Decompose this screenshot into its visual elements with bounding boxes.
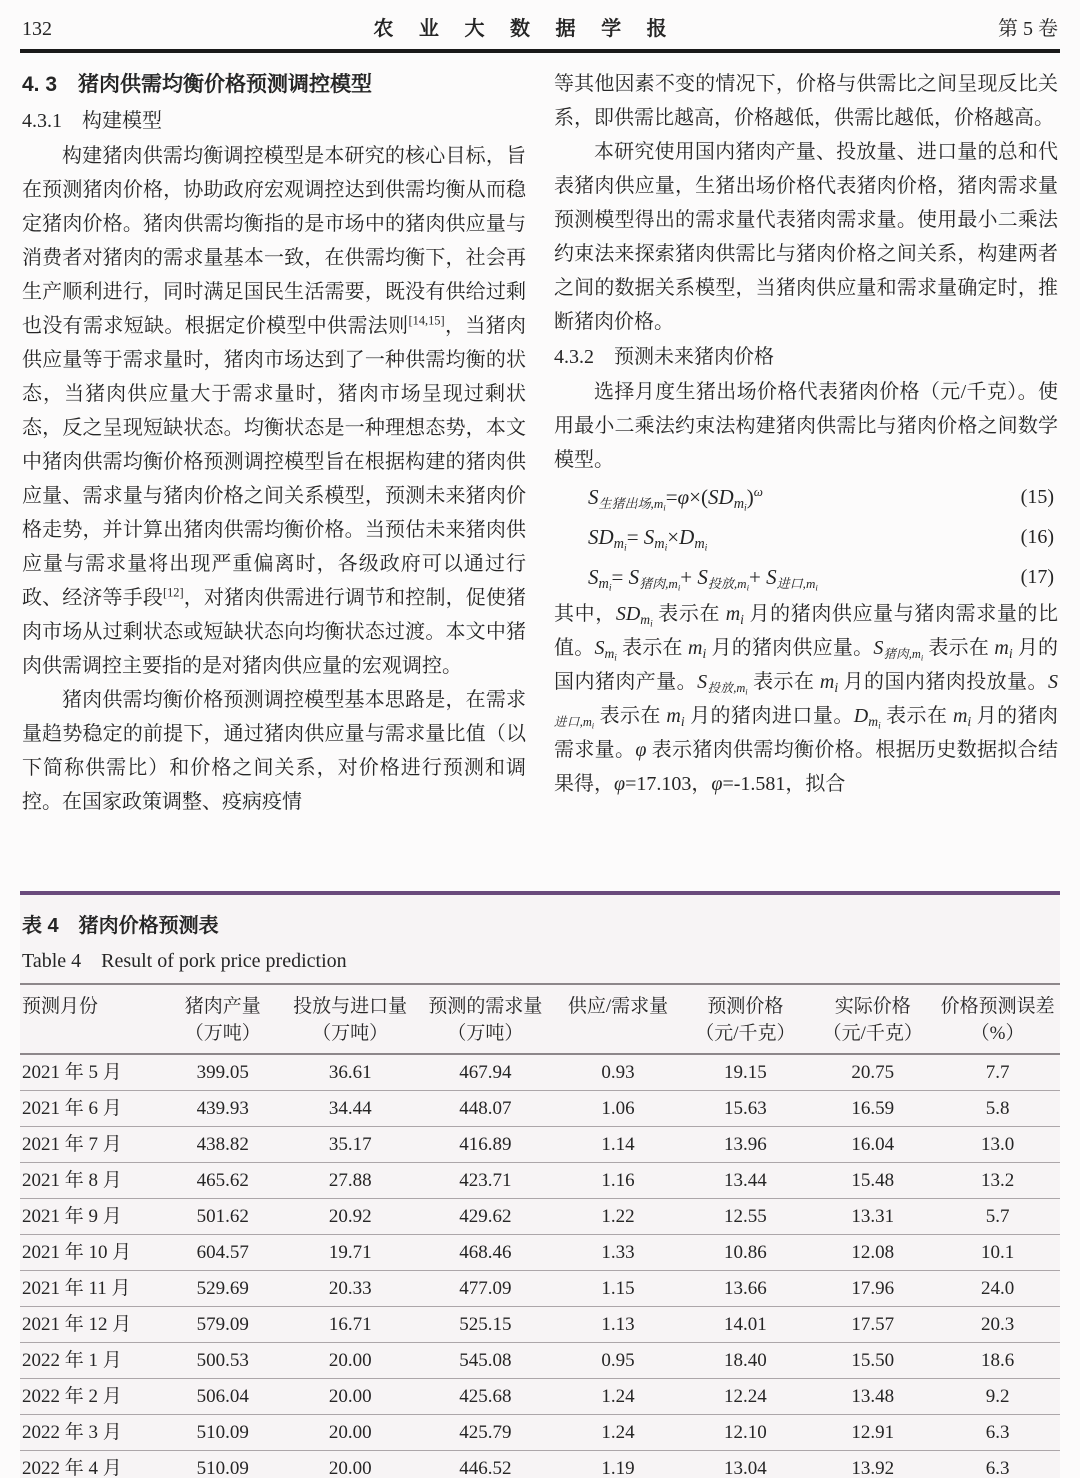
value-cell: 18.6 bbox=[935, 1343, 1060, 1379]
equation-15 bbox=[554, 477, 1058, 517]
month-cell: 2021 年 8 月 bbox=[20, 1163, 160, 1199]
table-row bbox=[20, 1271, 1060, 1307]
value-cell: 17.96 bbox=[810, 1271, 935, 1307]
value-cell: 16.71 bbox=[285, 1307, 415, 1343]
value-cell: 5.8 bbox=[935, 1091, 1060, 1127]
table-title-en: Table 4 Result of pork price prediction bbox=[22, 950, 347, 972]
value-cell: 13.04 bbox=[724, 1458, 767, 1478]
table-row bbox=[20, 1235, 1060, 1271]
page-number: 132 bbox=[22, 18, 52, 40]
equation-number: (15) bbox=[1020, 486, 1054, 508]
text-columns bbox=[0, 53, 1080, 881]
value-cell: 467.94 bbox=[415, 1054, 555, 1091]
value-cell: 20.3 bbox=[935, 1307, 1060, 1343]
value-cell: 20.75 bbox=[810, 1054, 935, 1091]
col-header-predicted-demand: 预测的需求量 （万吨） bbox=[415, 984, 555, 1054]
value-cell: 604.57 bbox=[160, 1235, 285, 1271]
value-cell: 24.0 bbox=[935, 1271, 1060, 1307]
value-cell: 20.33 bbox=[285, 1271, 415, 1307]
table-row bbox=[20, 1451, 1060, 1478]
journal-title: 农 业 大 数 据 学 报 bbox=[373, 18, 677, 40]
value-cell: 1.06 bbox=[556, 1091, 681, 1127]
month-cell: 2021 年 9 月 bbox=[20, 1199, 160, 1235]
value-cell: 20.00 bbox=[328, 1458, 372, 1478]
equation-16 bbox=[554, 517, 1058, 557]
table-body bbox=[20, 1054, 1060, 1478]
value-cell: 12.91 bbox=[810, 1415, 935, 1451]
value-cell: 501.62 bbox=[160, 1199, 285, 1235]
value-cell: 399.05 bbox=[160, 1054, 285, 1091]
value-cell: 425.68 bbox=[415, 1379, 555, 1415]
value-cell: 20.92 bbox=[285, 1199, 415, 1235]
right-column bbox=[554, 67, 1058, 881]
value-cell: 5.7 bbox=[935, 1199, 1060, 1235]
value-cell: 16.59 bbox=[810, 1091, 935, 1127]
running-head bbox=[0, 0, 1080, 47]
value-cell: 15.63 bbox=[680, 1091, 810, 1127]
value-cell: 13.96 bbox=[680, 1127, 810, 1163]
value-cell: 1.15 bbox=[556, 1271, 681, 1307]
value-cell: 416.89 bbox=[415, 1127, 555, 1163]
value-cell: 20.00 bbox=[285, 1415, 415, 1451]
value-cell: 15.48 bbox=[810, 1163, 935, 1199]
value-cell: 14.01 bbox=[680, 1307, 810, 1343]
value-cell: 13.2 bbox=[935, 1163, 1060, 1199]
value-cell: 12.10 bbox=[680, 1415, 810, 1451]
section-heading: 4. 3 猪肉供需均衡价格预测调控模型 bbox=[22, 73, 373, 96]
value-cell: 13.48 bbox=[810, 1379, 935, 1415]
value-cell: 525.15 bbox=[415, 1307, 555, 1343]
value-cell: 6.3 bbox=[935, 1415, 1060, 1451]
equation-number: (16) bbox=[1020, 526, 1054, 548]
equation-body: $SD_{m_i}= S_{m_i}\times D_{m_i}$ bbox=[588, 525, 708, 554]
paragraph: 本研究使用国内猪肉产量、投放量、进口量的总和代表猪肉供应量，生猪出场价格代表猪肉价格，猪肉需求量预测模型得出的需求量代表猪肉需求量。使用最小二乘法约束法来探索猪肉供需比与猪肉价格之间关系，构建两者之间的数据关系模型，当猪肉供应量和需求量确定时，推断猪肉价格。 bbox=[554, 141, 1058, 333]
col-header-actual-price: 实际价格 （元/千克） bbox=[810, 984, 935, 1054]
value-cell: 17.57 bbox=[810, 1307, 935, 1343]
value-cell: 477.09 bbox=[415, 1271, 555, 1307]
equation-body: S生猪出场$,m_i=\varphi\times(SD_{m_i})^\omega$ bbox=[588, 484, 763, 514]
value-cell: 19.71 bbox=[285, 1235, 415, 1271]
table-row bbox=[20, 1163, 1060, 1199]
value-cell: 18.40 bbox=[680, 1343, 810, 1379]
value-cell: 12.24 bbox=[680, 1379, 810, 1415]
value-cell: 10.1 bbox=[935, 1235, 1060, 1271]
value-cell: 34.44 bbox=[285, 1091, 415, 1127]
equation-number: (17) bbox=[1020, 566, 1054, 588]
month-cell: 2022 年 1 月 bbox=[20, 1343, 160, 1379]
value-cell: 13.92 bbox=[851, 1458, 895, 1478]
subsection-heading-431: 4.3.1 构建模型 bbox=[22, 110, 162, 132]
table-row bbox=[20, 1343, 1060, 1379]
value-cell: 1.33 bbox=[556, 1235, 681, 1271]
month-cell: 2021 年 7 月 bbox=[20, 1127, 160, 1163]
volume-label: 第 5 卷 bbox=[998, 18, 1058, 40]
value-cell: 448.07 bbox=[415, 1091, 555, 1127]
pork-price-prediction-table bbox=[20, 983, 1060, 1478]
value-cell: 12.08 bbox=[810, 1235, 935, 1271]
value-cell: 510.09 bbox=[160, 1415, 285, 1451]
value-cell: 1.24 bbox=[556, 1379, 681, 1415]
value-cell: 7.7 bbox=[935, 1054, 1060, 1091]
value-cell: 1.13 bbox=[556, 1307, 681, 1343]
value-cell: 500.53 bbox=[160, 1343, 285, 1379]
table-row bbox=[20, 1379, 1060, 1415]
value-cell: 20.00 bbox=[285, 1379, 415, 1415]
value-cell: 10.86 bbox=[680, 1235, 810, 1271]
value-cell: 0.95 bbox=[556, 1343, 681, 1379]
value-cell: 0.93 bbox=[556, 1054, 681, 1091]
value-cell: 1.22 bbox=[556, 1199, 681, 1235]
value-cell: 13.31 bbox=[810, 1199, 935, 1235]
table-row bbox=[20, 1415, 1060, 1451]
value-cell: 529.69 bbox=[160, 1271, 285, 1307]
paragraph: 构建猪肉供需均衡调控模型是本研究的核心目标，旨在预测猪肉价格，协助政府宏观调控达到供需均衡从而稳定猪肉价格。猪肉供需均衡指的是市场中的猪肉供应量与消费者对猪肉的需求量基本一致，在供需均衡下，社会再生产顺利进行，同时满足国民生活需要，既没有供给过剩也没有需求短缺。根据定价模型中供需法则[14,15]，当猪肉供应量等于需求量时，猪肉市场达到了一种供需均衡的状态，当猪肉供应量大于需求量时，猪肉市场呈现过剩状态，反之呈现短缺状态。均衡状态是一种理想态势，本文中猪肉供需均衡价格预测调控模型旨在根据构建的猪肉供应量、需求量与猪肉价格之间关系模型，预测未来猪肉价格走势，并计算出猪肉供需均衡价格。当预估未来猪肉供应量与需求量将出现严重偏离时，各级政府可以通过行政、经济等手段[12]，对猪肉供需进行调节和控制，促使猪肉市场从过剩状态或短缺状态向均衡状态过渡。本文中猪肉供需调控主要指的是对猪肉供应量的宏观调控。 bbox=[22, 145, 527, 677]
value-cell: 545.08 bbox=[415, 1343, 555, 1379]
value-cell: 579.09 bbox=[160, 1307, 285, 1343]
value-cell: 13.66 bbox=[680, 1271, 810, 1307]
month-cell: 2022 年 3 月 bbox=[20, 1415, 160, 1451]
value-cell: 27.88 bbox=[285, 1163, 415, 1199]
col-header-month: 预测月份 bbox=[20, 984, 160, 1054]
month-cell: 2022 年 2 月 bbox=[20, 1379, 160, 1415]
value-cell: 423.71 bbox=[415, 1163, 555, 1199]
value-cell: 20.00 bbox=[285, 1343, 415, 1379]
col-header-release-import: 投放与进口量 （万吨） bbox=[285, 984, 415, 1054]
value-cell: 35.17 bbox=[285, 1127, 415, 1163]
month-cell: 2021 年 12 月 bbox=[20, 1307, 160, 1343]
month-cell: 2021 年 11 月 bbox=[20, 1271, 160, 1307]
table-row bbox=[20, 1091, 1060, 1127]
value-cell: 9.2 bbox=[935, 1379, 1060, 1415]
month-cell: 2022 年 4 月 bbox=[22, 1458, 122, 1478]
table-row bbox=[20, 1307, 1060, 1343]
paragraph: 等其他因素不变的情况下，价格与供需比之间呈现反比关系，即供需比越高，价格越低，供需比越低，价格越高。 bbox=[554, 73, 1058, 129]
table-row bbox=[20, 1199, 1060, 1235]
value-cell: 16.04 bbox=[810, 1127, 935, 1163]
month-cell: 2021 年 5 月 bbox=[20, 1054, 160, 1091]
table-header bbox=[20, 984, 1060, 1054]
value-cell: 439.93 bbox=[160, 1091, 285, 1127]
value-cell: 1.16 bbox=[556, 1163, 681, 1199]
value-cell: 446.52 bbox=[459, 1458, 512, 1478]
col-header-predicted-price: 预测价格 （元/千克） bbox=[680, 984, 810, 1054]
paragraph: 选择月度生猪出场价格代表猪肉价格（元/千克）。使用最小二乘法约束法构建猪肉供需比与猪肉价格之间数学模型。 bbox=[554, 381, 1058, 471]
value-cell: 13.44 bbox=[680, 1163, 810, 1199]
table-title-cn: 表 4 猪肉价格预测表 bbox=[22, 915, 219, 937]
value-cell: 13.0 bbox=[935, 1127, 1060, 1163]
paragraph: 其中，$SD_{m_i}$ 表示在 $m_i$ 月的猪肉供应量与猪肉需求量的比值。$S_{m_i}$ 表示在 $m_i$ 月的猪肉供应量。S猪肉$,m_i$ 表示在 $m_i$ 月的国内猪肉产量。S投放$,m_i$ 表示在 $m_i$ 月的国内猪肉投放量。S进口$,m_i$ 表示在 $m_i$ 月的猪肉进口量。$D_{m_i}$ 表示在 $m_i$ 月的猪肉需求量。φ 表示猪肉供需均衡价格。根据历史数据拟合结果得，φ=17.103，φ=-1.581，拟合 bbox=[554, 603, 1059, 795]
value-cell: 510.09 bbox=[196, 1458, 249, 1478]
value-cell: 425.79 bbox=[415, 1415, 555, 1451]
table-row bbox=[20, 1127, 1060, 1163]
value-cell: 468.46 bbox=[415, 1235, 555, 1271]
table-row bbox=[20, 1054, 1060, 1091]
subsection-heading-432: 4.3.2 预测未来猪肉价格 bbox=[554, 346, 774, 368]
value-cell: 36.61 bbox=[285, 1054, 415, 1091]
value-cell: 438.82 bbox=[160, 1127, 285, 1163]
left-column bbox=[22, 67, 526, 881]
value-cell: 15.50 bbox=[810, 1343, 935, 1379]
month-cell: 2021 年 10 月 bbox=[20, 1235, 160, 1271]
value-cell: 465.62 bbox=[160, 1163, 285, 1199]
month-cell: 2021 年 6 月 bbox=[20, 1091, 160, 1127]
value-cell: 1.14 bbox=[556, 1127, 681, 1163]
value-cell: 6.3 bbox=[985, 1458, 1010, 1478]
col-header-error: 价格预测误差 （%） bbox=[935, 984, 1060, 1054]
value-cell: 1.24 bbox=[556, 1415, 681, 1451]
equation-17 bbox=[554, 557, 1058, 597]
value-cell: 506.04 bbox=[160, 1379, 285, 1415]
equation-body: $S_{m_i}= S$猪肉$,m_i+ S$投放$,m_i+ S$进口$,m_i$ bbox=[588, 565, 818, 594]
value-cell: 1.19 bbox=[601, 1458, 635, 1478]
col-header-production: 猪肉产量 （万吨） bbox=[160, 984, 285, 1054]
value-cell: 12.55 bbox=[680, 1199, 810, 1235]
col-header-supply-demand-ratio: 供应/需求量 bbox=[556, 984, 681, 1054]
value-cell: 19.15 bbox=[680, 1054, 810, 1091]
table-section bbox=[20, 891, 1060, 1478]
paragraph: 猪肉供需均衡价格预测调控模型基本思路是，在需求量趋势稳定的前提下，通过猪肉供应量与需求量比值（以下简称供需比）和价格之间关系，对价格进行预测和调控。在国家政策调整、疫病疫情 bbox=[22, 689, 526, 813]
value-cell: 429.62 bbox=[415, 1199, 555, 1235]
